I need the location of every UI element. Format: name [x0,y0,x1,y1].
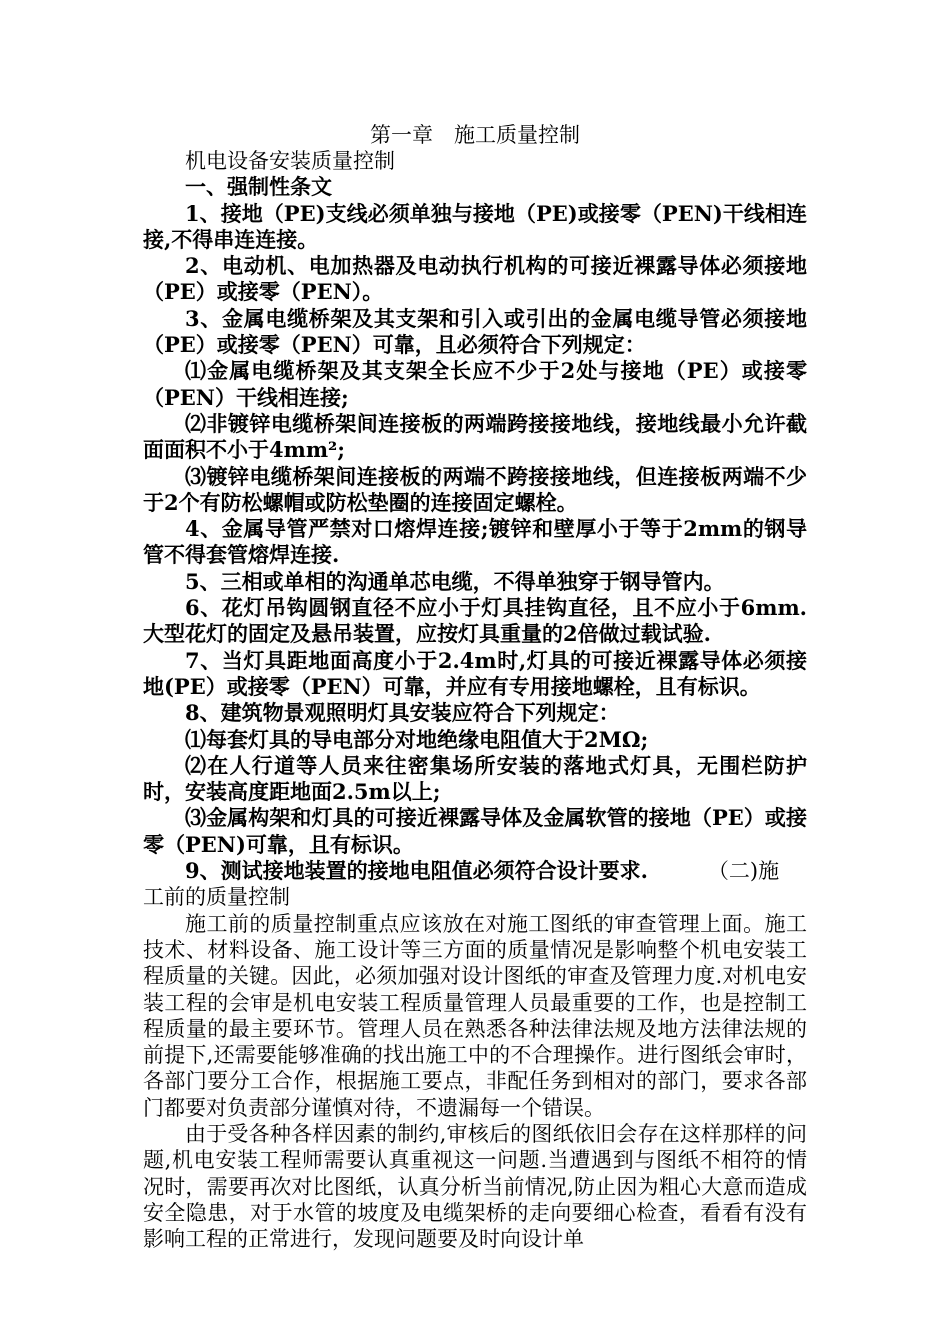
clause-8-item-3: ⑶金属构架和灯具的可接近裸露导体及金属软管的接地（PE）或接零（PEN)可靠，且有标识。 [143,805,807,857]
clause-8-item-2: ⑵在人行道等人员来往密集场所安装的落地式灯具，无围栏防护时，安装高度距地面2.5m以上; [143,752,807,805]
clause-5: 5、三相或单相的沟通单芯电缆，不得单独穿于钢导管内。 [185,568,725,594]
clause-9: 9、测试接地装置的接地电阻值必须符合设计要求. [185,858,648,884]
subsection-mandatory: 一、强制性条文 [185,174,332,200]
clause-2: 2、电动机、电加热器及电动执行机构的可接近裸露导体必须接地（PE）或接零（PEN）。 [143,253,807,305]
document-page [143,122,807,1252]
body-paragraph-2: 由于受各种各样因素的制约,审核后的图纸依旧会存在这样那样的问题,机电安装工程师需要认真重视这一问题.当遭遇到与图纸不相符的情况时，需要再次对比图纸，认真分析当前情况,防止因为粗心大意而造成安全隐患，对于水管的坡度及电缆架桥的走向要细心检查，看看有没有影响工程的正常进行，发现问题要及时向设计单 [143,1121,807,1252]
clause-3-item-2: ⑵非镀锌电缆桥架间连接板的两端跨接接地线，接地线最小允许截面面积不小于4mm²; [143,410,807,463]
chapter-title: 第一章 施工质量控制 [370,123,580,147]
clause-7: 7、当灯具距地面高度小于2.4m时,灯具的可接近裸露导体必须接地(PE）或接零（PEN）可靠，并应有专用接地螺栓，且有标识。 [143,647,807,699]
clause-3: 3、金属电缆桥架及其支架和引入或引出的金属电缆导管必须接地（PE）或接零（PEN）可靠，且必须符合下列规定： [143,305,807,358]
clause-8: 8、建筑物景观照明灯具安装应符合下列规定： [185,700,620,726]
clause-9-line [143,858,807,884]
subsection-preconstruction-lead: （二)施 [707,859,780,884]
body-paragraph-1: 施工前的质量控制重点应该放在对施工图纸的审查管理上面。施工技术、材料设备、施工设计等三方面的质量情况是影响整个机电安装工程质量的关键。因此，必须加强对设计图纸的审查及管理力度.对机电安装工程的会审是机电安装工程质量管理人员最重要的工作，也是控制工程质量的最主要环节。管理人员在熟悉各种法律法规及地方法律法规的前提下,还需要能够准确的找出施工中的不合理操作。进行图纸会审时，各部门要分工合作，根据施工要点，非配任务到相对的部门，要求各部门都要对负责部分谨慎对待，不遗漏每一个错误。 [143,911,807,1120]
clause-1: 1、接地（PE)支线必须单独与接地（PE)或接零（PEN)干线相连接,不得串连连接。 [143,200,807,252]
clause-3-item-1: ⑴金属电缆桥架及其支架全长应不少于2处与接地（PE）或接零（PEN）干线相连接; [143,358,807,410]
section-title: 机电设备安装质量控制 [185,149,395,173]
clause-4: 4、金属导管严禁对口熔焊连接;镀锌和壁厚小于等于2mm的钢导管不得套管熔焊连接. [143,516,807,568]
clause-6: 6、花灯吊钩圆钢直径不应小于灯具挂钩直径，且不应小于6mm.大型花灯的固定及悬吊装置，应按灯具重量的2倍做过载试验. [143,595,807,647]
subsection-preconstruction-rest: 工前的质量控制 [143,885,290,910]
clause-8-item-1: ⑴每套灯具的导电部分对地绝缘电阻值大于2MΩ; [185,726,649,752]
clause-3-item-3: ⑶镀锌电缆桥架间连接板的两端不跨接接地线，但连接板两端不少于2个有防松螺帽或防松垫圈的连接固定螺栓。 [143,463,807,515]
